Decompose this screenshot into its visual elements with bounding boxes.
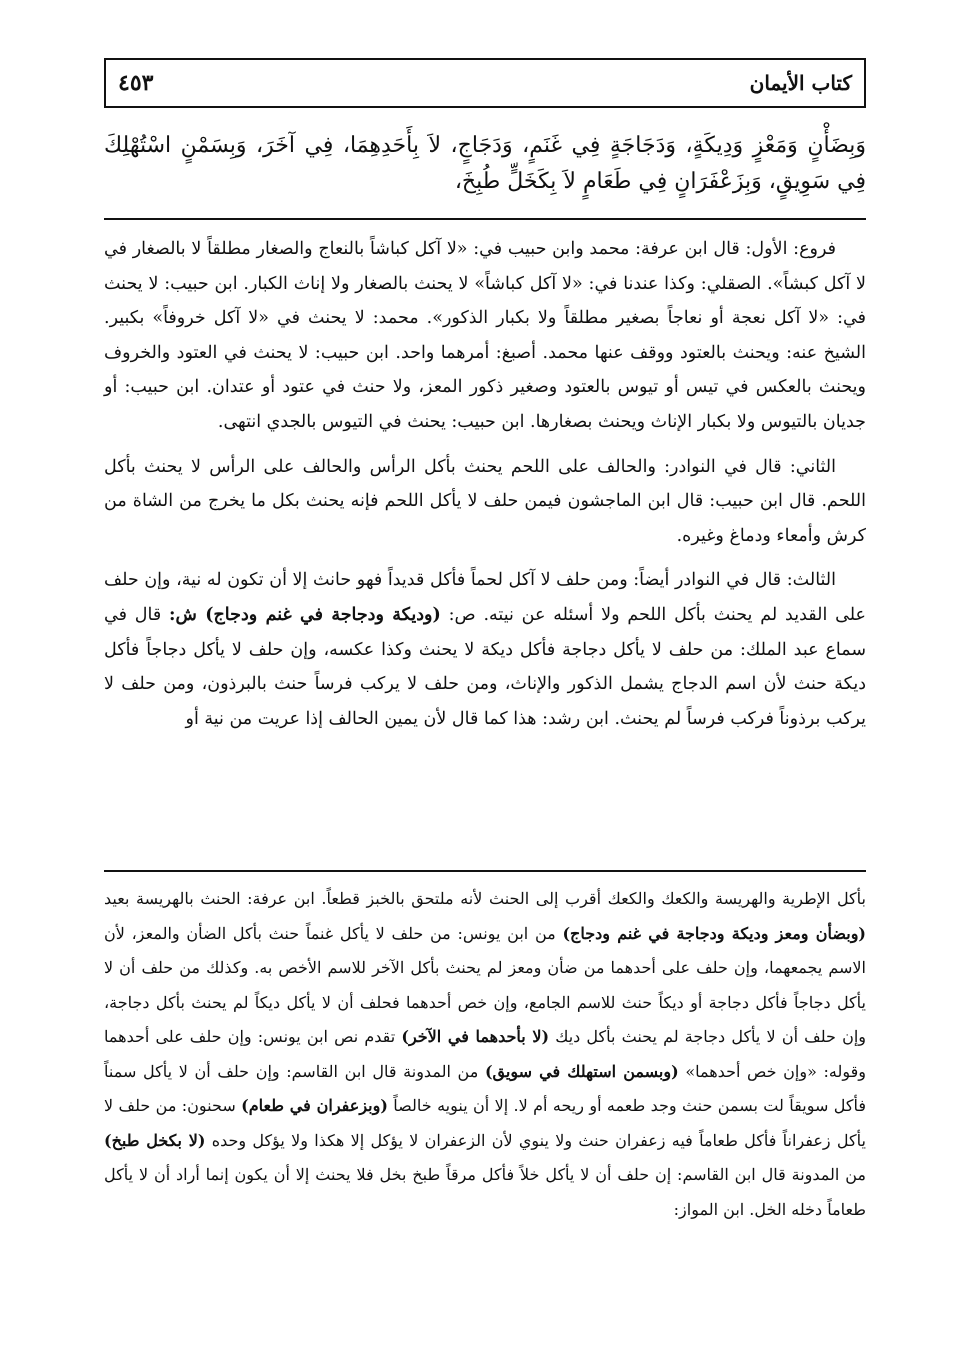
footnote-text: من ابن يونس: من حلف لا يأكل غنماً حنث بأكل الضأن والمعز، لأن الاسم يجمعهما، وإن حلف على أحدهما من ضأن ومعز لم يحنث بأكل الآخر للاسم الأخص به. وكذلك من حلف أن لا يأكل دجاجاً فأكل دجاجة أو ديكاً حنث للاسم الجامع، وإن خص أحدهما فحلف أن لا يأكل ديكاً لم يحنث بأكل دجاجة، وإن حلف أن لا يأكل دجاجة لم يحنث بأكل ديك — [104, 923, 867, 1046]
quoted-matn: (وبسمن استهلك في سويق) — [484, 1061, 679, 1081]
quoted-matn: (وبضأن ومعز وديكة ودجاجة في غنم ودجاج) — [562, 923, 866, 943]
quoted-matn: (لا بأحدهما في الآخر) — [401, 1027, 550, 1046]
commentary-paragraph-3 — [104, 563, 866, 736]
page-number: ٤٥٣ — [118, 70, 154, 96]
main-text-divider — [104, 218, 866, 220]
commentary-paragraph-1: فروع: الأول: قال ابن عرفة: محمد وابن حبيب في: «لا آكل كباشاً بالنعاج والصغار مطلقاً لا بالصغار في لا آكل كبشاً». الصقلي: وكذا عندنا في: «لا آكل كباشاً» لا يحنث بالصغار ولا إناث الكبار. ابن حبيب: لا يحنث في: «لا آكل نعجة أو نعاجاً بصغير مطلقاً ولا بكبار الذكور». محمد: لا يحنث في «لا آكل خروفاً» بكبير. الشيخ عنه: ويحنث بالعتود ووقف عنها محمد. أصبغ: أمرهما واحد. ابن حبيب: لا يحنث في العتود والخروف ويحنث بالعكس في تيس أو تيوس بالعتود وصغير ذكور المعز، ولا حنث في عتود أو عتدان. ابن حبيب: أو جديان بالتيوس ولا بكبار الإناث ويحنث بصغارها. ابن حبيب: يحنث في التيوس بالجدي انتهى. — [104, 239, 866, 432]
quoted-matn: (لا بكخل طبخ) — [104, 1130, 206, 1150]
footnote-text: تقدم نص ابن يونس: وإن حلف على أحدهما وقوله: «وإن خص أحدهما» — [104, 1027, 867, 1081]
footnote-text: سحنون: من حلف لا يأكل زعفراناً فأكل طعاماً فيه زعفران حنث ولا ينوي لأن الزعفران لا يؤكل إلا هكذا ولا يؤكل وحده — [104, 1096, 866, 1150]
footnote-text: بأكل الإطرية والهريسة والكعك والكعك أقرب إلى الحنث لأنه ملتحق بالخبز قطعاً. ابن عرفة: الحنث بالهريسة بعيد — [104, 889, 866, 908]
commentary — [104, 232, 866, 746]
footnote-divider — [104, 870, 866, 872]
quoted-matn: (وبزعفران في طعام) — [241, 1096, 388, 1115]
footnotes — [104, 882, 866, 1227]
main-text: وَبِضَأْنٍ وَمَعْزٍ وَدِيكَةٍ، وَدَجَاجَةٍ فِي غَنَمٍ، وَدَجَاجٍ، لاَ بِأَحَدِهِمَا، فِي آخَرَ، وَبِسَمْنٍ اسْتُهْلِكَ فِي سَوِيقٍ، وَبِزَعْفَرَانٍ فِي طَعَامٍ لاَ بِكَخَلٍّ طُبِخَ، — [104, 133, 866, 194]
footnote-paragraph — [104, 882, 866, 1227]
commentary-text: قال في سماع عبد الملك: من حلف لا يأكل دجاجة فأكل ديكة لا يحنث وكذا عكسه، وإن حلف لا يأكل دجاجاً فأكل ديكة حنث لأن اسم الدجاج يشمل الذكور والإناث، ومن حلف لا يركب فرساً حنث بالبرذون، ومن حلف لا يركب برذوناً فركب فرساً لم يحنث. ابن رشد: هذا كما قال لأن يمين الحالف إذا عريت من نية أو — [104, 604, 866, 729]
commentary-paragraph-2: الثاني: قال في النوادر: والحالف على اللحم يحنث بأكل الرأس والحالف على الرأس لا يحنث بأكل اللحم. قال ابن حبيب: قال ابن الماجشون فيمن حلف لا يأكل اللحم فإنه يحنث بكل ما يخرج من الشاة من كرش وأمعاء ودماغ وغيره. — [104, 456, 866, 546]
commentary-text: الثالث: قال في النوادر أيضاً: ومن حلف لا آكل لحماً فأكل قديداً فهو حانث إلا أن تكون له نية، وإن حلف على القديد لم يحنث بأكل اللحم ولا أسئله عن نيته. ص: — [104, 570, 866, 625]
chapter-title: كتاب الأيمان — [749, 71, 852, 95]
footnote-text: من المدونة قال ابن القاسم: وإن حلف أن لا يأكل سمناً فأكل سويقاً لت بسمن حنث وجد طعمه أو ريحه أم لا. إلا أن ينويه خالصاً — [104, 1061, 867, 1115]
quoted-matn: (وديكة ودجاجة في غنم ودجاج) ش: — [169, 604, 441, 625]
footnote-text: من المدونة قال ابن القاسم: إن حلف أن لا يأكل خلاً فأكل مرقاً طبخ بخل فلا يحنث إلا أن يكون إنما أراد أن لا يأكل طعاماً دخله الخل. ابن المواز: — [104, 1165, 866, 1219]
page-header — [104, 58, 866, 108]
